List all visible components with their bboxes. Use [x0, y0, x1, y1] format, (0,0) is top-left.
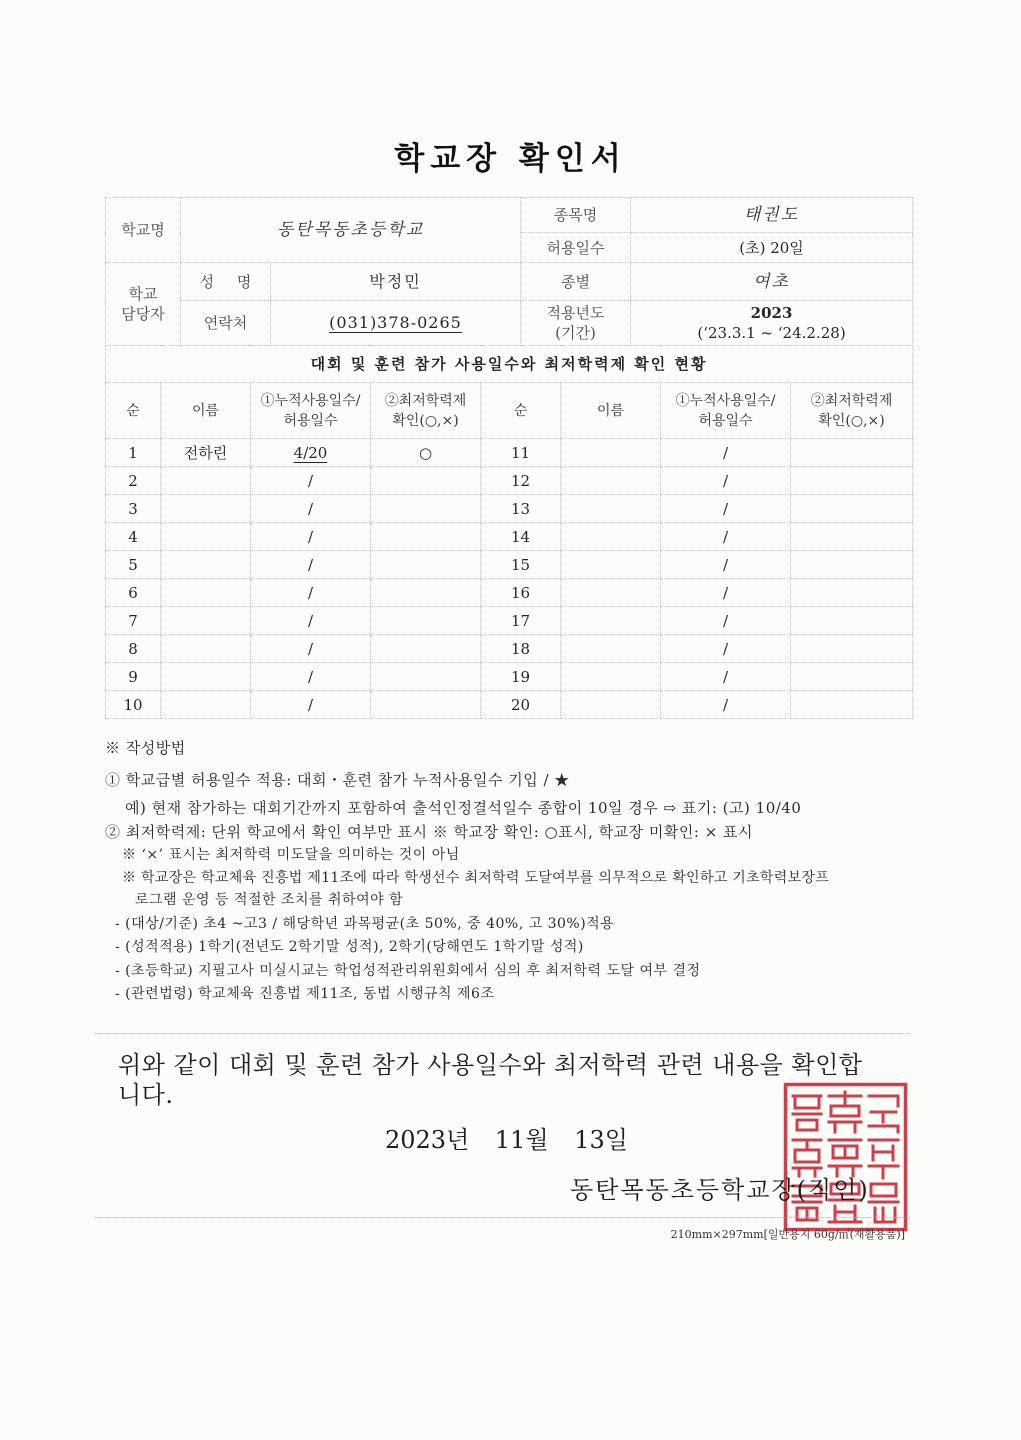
usage-days-table — [105, 345, 913, 719]
principal-signature: 동탄목동초등학교장(직인) — [570, 1176, 870, 1204]
row-number: 3 — [106, 495, 161, 523]
applicable-year-label — [521, 301, 631, 346]
used-allowed-days: / — [661, 579, 791, 607]
table-row — [106, 439, 913, 467]
row-number: 11 — [481, 439, 561, 467]
student-name — [161, 663, 251, 691]
row-number: 18 — [481, 635, 561, 663]
min-academic-check — [791, 523, 913, 551]
used-allowed-days: / — [251, 551, 371, 579]
confirmation-statement-line2: 니다. — [118, 1081, 174, 1109]
row-number: 10 — [106, 691, 161, 719]
student-name — [561, 579, 661, 607]
student-name — [561, 495, 661, 523]
row-number: 1 — [106, 439, 161, 467]
min-academic-check — [791, 691, 913, 719]
instructions-heading: ※ 작성방법 — [105, 739, 186, 757]
row-number: 4 — [106, 523, 161, 551]
header-number: 순 — [481, 383, 561, 439]
instruction-line: - (초등학교) 지필고사 미실시교는 학업성적관리위원회에서 심의 후 최저학력 도달 여부 결정 — [115, 963, 701, 979]
student-name — [161, 467, 251, 495]
manager-name-value: 박정민 — [271, 263, 521, 301]
row-number: 6 — [106, 579, 161, 607]
student-name — [161, 635, 251, 663]
min-academic-check — [791, 439, 913, 467]
student-name — [561, 635, 661, 663]
used-allowed-days: / — [251, 691, 371, 719]
contact-value: (031)378-0265 — [329, 313, 462, 332]
used-allowed-days: / — [661, 691, 791, 719]
min-academic-check — [371, 523, 481, 551]
header-used-days-line1: ①누적사용일수/ — [260, 392, 361, 409]
info-row-school — [106, 198, 913, 233]
header-used-days-line2: 허용일수 — [698, 412, 753, 429]
school-seal — [783, 1082, 908, 1232]
student-name — [161, 551, 251, 579]
info-row-contact — [106, 301, 913, 346]
student-name — [561, 691, 661, 719]
instruction-line: ※ ‘×’ 표시는 최저학력 미도달을 의미하는 것이 아님 — [122, 847, 460, 863]
instruction-line: ※ 학교장은 학교체육 진흥법 제11조에 따라 학생선수 최저학력 도달여부를 의무적으로 확인하고 기초학력보장프 — [122, 870, 830, 886]
applicable-year-cell — [631, 301, 913, 346]
student-name — [161, 607, 251, 635]
school-manager-label-line2: 담당자 — [121, 305, 165, 323]
school-name-value: 동탄목동초등학교 — [181, 198, 521, 263]
table-row — [106, 663, 913, 691]
used-allowed-days: / — [251, 495, 371, 523]
row-number: 12 — [481, 467, 561, 495]
section-divider — [95, 1033, 910, 1034]
contact-cell — [271, 301, 521, 346]
row-number: 9 — [106, 663, 161, 691]
school-name-label: 학교명 — [106, 198, 181, 263]
used-allowed-days: / — [661, 523, 791, 551]
table-row — [106, 523, 913, 551]
instruction-line: 로그램 운영 등 적절한 조치를 취하여야 함 — [135, 892, 404, 908]
header-min-academic-line1: ②최저학력제 — [810, 392, 893, 409]
allowed-days-value: (초) 20일 — [631, 233, 913, 263]
student-name — [161, 579, 251, 607]
used-allowed-days: / — [661, 663, 791, 691]
header-used-days — [251, 383, 371, 439]
header-name: 이름 — [561, 383, 661, 439]
used-allowed-days: / — [251, 467, 371, 495]
used-allowed-days: / — [661, 551, 791, 579]
used-allowed-days: / — [251, 663, 371, 691]
row-number: 15 — [481, 551, 561, 579]
school-info-table — [105, 197, 913, 346]
instruction-line: 예) 현재 참가하는 대회기간까지 포함하여 출석인정결석일수 종합이 10일 경우 ⇨ 표기: (고) 10/40 — [125, 799, 802, 817]
min-academic-check — [791, 607, 913, 635]
min-academic-check — [791, 579, 913, 607]
row-number: 17 — [481, 607, 561, 635]
table-row — [106, 579, 913, 607]
used-allowed-days: / — [251, 523, 371, 551]
student-name — [561, 663, 661, 691]
category-label: 종별 — [521, 263, 631, 301]
min-academic-check: ○ — [371, 439, 481, 467]
student-name — [561, 523, 661, 551]
min-academic-check — [371, 551, 481, 579]
row-number: 13 — [481, 495, 561, 523]
used-allowed-days: / — [251, 635, 371, 663]
header-used-days-line1: ①누적사용일수/ — [675, 392, 776, 409]
instruction-line: - (성적적용) 1학기(전년도 2학기말 성적), 2학기(당해연도 1학기말 성적) — [115, 939, 584, 955]
header-number: 순 — [106, 383, 161, 439]
category-value: 여초 — [631, 263, 913, 301]
student-name — [161, 691, 251, 719]
instruction-line: - (대상/기준) 초4 ~고3 / 해당학년 과목평균(초 50%, 중 40%, 고 30%)적용 — [115, 916, 615, 932]
min-academic-check — [371, 635, 481, 663]
manager-name-label: 성 명 — [181, 263, 271, 301]
instruction-line: ① 학교급별 허용일수 적용: 대회・훈련 참가 누적사용일수 기입 / ★ — [105, 771, 570, 789]
table-row — [106, 607, 913, 635]
applicable-year-value: 2023 — [750, 304, 793, 322]
applicable-period-value: (‘23.3.1 ~ ‘24.2.28) — [697, 324, 846, 342]
used-allowed-days: / — [661, 607, 791, 635]
allowed-days-label: 허용일수 — [521, 233, 631, 263]
school-manager-label — [106, 263, 181, 346]
header-used-days-line2: 허용일수 — [283, 412, 338, 429]
min-academic-check — [371, 467, 481, 495]
sport-label: 종목명 — [521, 198, 631, 233]
min-academic-check — [791, 635, 913, 663]
sport-value: 태권도 — [631, 198, 913, 233]
row-number: 5 — [106, 551, 161, 579]
row-number: 16 — [481, 579, 561, 607]
row-number: 20 — [481, 691, 561, 719]
paper-spec-footer: 210mm×297mm[일반용지 60g/㎡(재활용품)] — [670, 1228, 905, 1241]
applicable-year-label-line2: (기간) — [555, 324, 596, 342]
used-allowed-days: / — [251, 607, 371, 635]
min-academic-check — [791, 551, 913, 579]
used-allowed-days: / — [661, 467, 791, 495]
row-number: 2 — [106, 467, 161, 495]
usage-table-title: 대회 및 훈련 참가 사용일수와 최저학력제 확인 현황 — [106, 346, 913, 383]
student-name — [161, 495, 251, 523]
instruction-line: - (관련법령) 학교체육 진흥법 제11조, 동법 시행규칙 제6조 — [115, 986, 495, 1002]
used-allowed-days: / — [661, 439, 791, 467]
header-min-academic-line1: ②최저학력제 — [384, 392, 467, 409]
student-name — [561, 439, 661, 467]
usage-table-title-row — [106, 346, 913, 383]
row-number: 8 — [106, 635, 161, 663]
student-name: 전하린 — [161, 439, 251, 467]
header-min-academic-line2: 확인(○,×) — [392, 412, 459, 429]
info-row-manager-name — [106, 263, 913, 301]
student-name — [561, 467, 661, 495]
student-name — [561, 551, 661, 579]
min-academic-check — [371, 495, 481, 523]
row-number: 7 — [106, 607, 161, 635]
min-academic-check — [791, 495, 913, 523]
min-academic-check — [371, 607, 481, 635]
row-number: 19 — [481, 663, 561, 691]
confirmation-date: 2023년 11월 13일 — [385, 1126, 628, 1154]
document-title: 학교장 확인서 — [394, 141, 627, 177]
row-number: 14 — [481, 523, 561, 551]
min-academic-check — [791, 467, 913, 495]
table-row — [106, 691, 913, 719]
header-name: 이름 — [161, 383, 251, 439]
used-allowed-days: / — [661, 635, 791, 663]
min-academic-check — [371, 691, 481, 719]
table-row — [106, 551, 913, 579]
instruction-line: ② 최저학력제: 단위 학교에서 확인 여부만 표시 ※ 학교장 확인: ○표시, 학교장 미확인: × 표시 — [105, 823, 754, 841]
table-row — [106, 635, 913, 663]
confirmation-statement-line1: 위와 같이 대회 및 훈련 참가 사용일수와 최저학력 관련 내용을 확인합 — [118, 1051, 863, 1079]
contact-label: 연락처 — [181, 301, 271, 346]
used-allowed-days: / — [251, 579, 371, 607]
footer-divider — [95, 1217, 910, 1218]
student-name — [561, 607, 661, 635]
used-allowed-days: 4/20 — [251, 439, 371, 467]
student-name — [161, 523, 251, 551]
usage-table-header-row — [106, 383, 913, 439]
min-academic-check — [371, 663, 481, 691]
table-row — [106, 495, 913, 523]
header-min-academic — [791, 383, 913, 439]
used-allowed-days: / — [661, 495, 791, 523]
header-used-days — [661, 383, 791, 439]
header-min-academic-line2: 확인(○,×) — [818, 412, 885, 429]
header-min-academic — [371, 383, 481, 439]
min-academic-check — [371, 579, 481, 607]
applicable-year-label-line1: 적용년도 — [546, 304, 605, 322]
min-academic-check — [791, 663, 913, 691]
table-row — [106, 467, 913, 495]
school-manager-label-line1: 학교 — [128, 285, 158, 303]
